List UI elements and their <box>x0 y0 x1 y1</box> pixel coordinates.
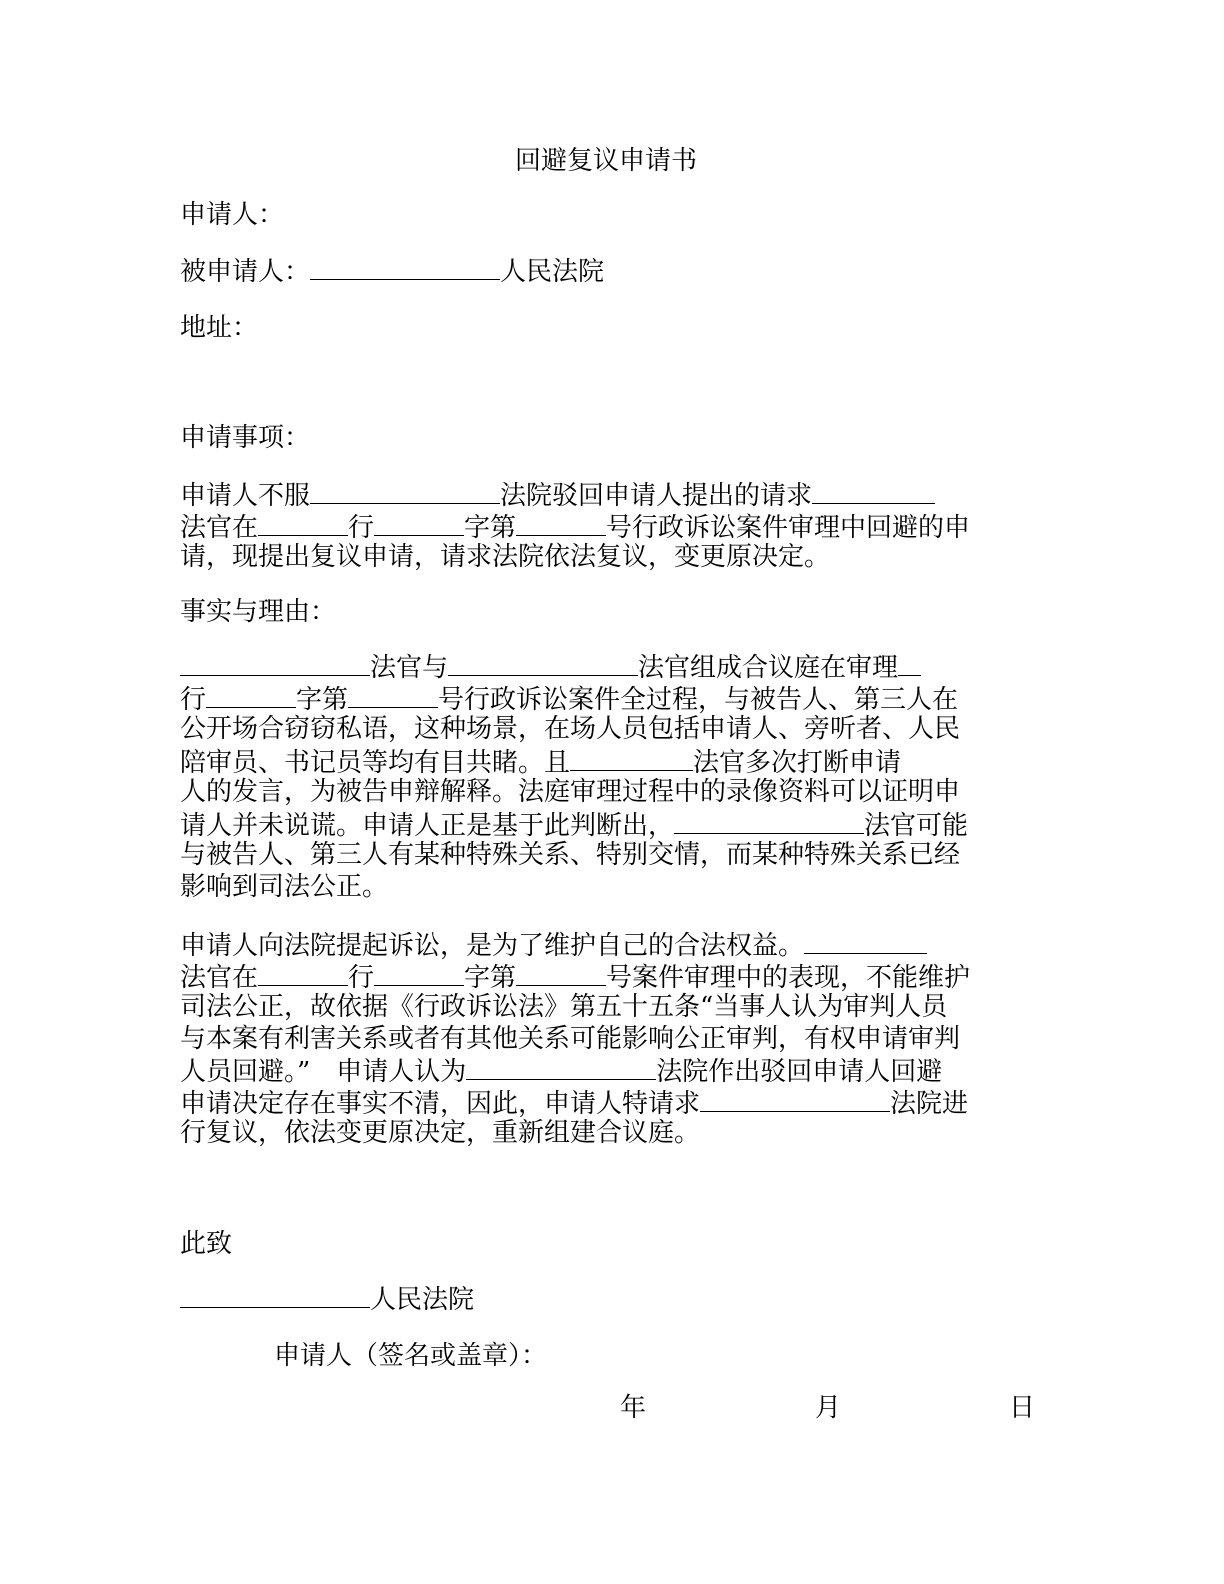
blank-field <box>516 961 606 986</box>
matters-line-1: 申请人不服 法院驳回申请人提出的请求 <box>180 479 1020 511</box>
closing-text: 此致 <box>180 1229 233 1259</box>
facts1-line-4: 陪审员、书记员等均有目共睹。且 法官多次打断申请 <box>180 747 902 778</box>
signature-label: 申请人（签名或盖章）： <box>274 1341 548 1371</box>
blank-field <box>804 929 927 954</box>
matters-paragraph <box>180 479 1020 574</box>
facts2-line-3: 司法公正，故依据《行政诉讼法》第五十五条“当事人认为审判人员 <box>180 992 948 1022</box>
blank-field <box>898 651 921 676</box>
matters-heading: 申请事项： <box>180 423 311 453</box>
facts-heading: 事实与理由： <box>180 597 337 627</box>
blank-field <box>516 511 606 536</box>
blank-field <box>700 1087 890 1112</box>
facts1-line-3: 公开场合窃窃私语，这种场景，在场人员包括申请人、旁听者、人民 <box>180 714 961 744</box>
facts1-line-8: 影响到司法公正。 <box>180 871 389 902</box>
facts-paragraph-2 <box>180 929 1020 1150</box>
facts-paragraph-1 <box>180 651 1020 903</box>
addressee-blank <box>180 1283 370 1308</box>
blank-field <box>812 479 935 504</box>
facts1-line-1: 法官与 法官组成合议庭在审理 <box>180 651 1020 683</box>
blank-field <box>348 683 438 708</box>
respondent-blank <box>310 255 500 280</box>
blank-field <box>180 651 370 676</box>
document-title: 回避复议申请书 <box>514 146 697 176</box>
blank-field <box>448 651 638 676</box>
facts2-line-2: 法官在 行 字第 号案件审理中的表现，不能维护 <box>180 962 971 993</box>
facts2-line-4: 与本案有利害关系或者有其他关系可能影响公正审判，有权申请审判 <box>180 1023 961 1054</box>
blank-field <box>374 511 464 536</box>
blank-field <box>374 961 464 986</box>
blank-field <box>206 683 296 708</box>
facts1-line-2: 行 字第 号行政诉讼案件全过程，与被告人、第三人在 <box>180 684 959 715</box>
blank-field <box>466 1055 656 1080</box>
facts2-line-7: 行复议，依法变更原决定，重新组建合议庭。 <box>180 1118 701 1148</box>
facts2-line-5: 人员回避。” 申请人认为 法院作出驳回申请人回避 <box>180 1057 943 1087</box>
addressee-suffix: 人民法院 <box>370 1285 475 1315</box>
date-year: 年 <box>620 1393 647 1423</box>
facts1-line-6: 请人并未说谎。申请人正是基于此判断出， 法官可能 <box>180 810 969 841</box>
date-month: 月 <box>815 1393 842 1423</box>
date-day: 日 <box>1009 1393 1036 1423</box>
address-label: 地址： <box>180 313 259 343</box>
blank-field <box>310 479 500 504</box>
blank-field <box>258 961 348 986</box>
respondent-label: 被申请人： <box>180 257 311 287</box>
blank-field <box>258 511 348 536</box>
applicant-label: 申请人： <box>180 200 285 230</box>
blank-field <box>570 746 693 771</box>
matters-line-3: 请，现提出复议申请，请求法院依法复议，变更原决定。 <box>180 542 831 572</box>
matters-line-2: 法官在 行 字第 号行政诉讼案件审理中回避的申 <box>180 512 971 543</box>
facts2-line-6: 申请决定存在事实不清，因此，申请人特请求 法院进 <box>180 1088 969 1119</box>
addressee-line <box>180 1282 474 1318</box>
blank-field <box>674 809 864 834</box>
facts1-line-7: 与被告人、第三人有某种特殊关系、特别交情，而某种特殊关系已经 <box>180 840 961 870</box>
respondent-court-suffix: 人民法院 <box>500 257 605 287</box>
respondent-line <box>180 254 604 290</box>
facts2-line-1: 申请人向法院提起诉讼，是为了维护自己的合法权益。 <box>180 929 1020 961</box>
facts1-line-5: 人的发言，为被告申辩解释。法庭审理过程中的录像资料可以证明申 <box>180 777 961 807</box>
